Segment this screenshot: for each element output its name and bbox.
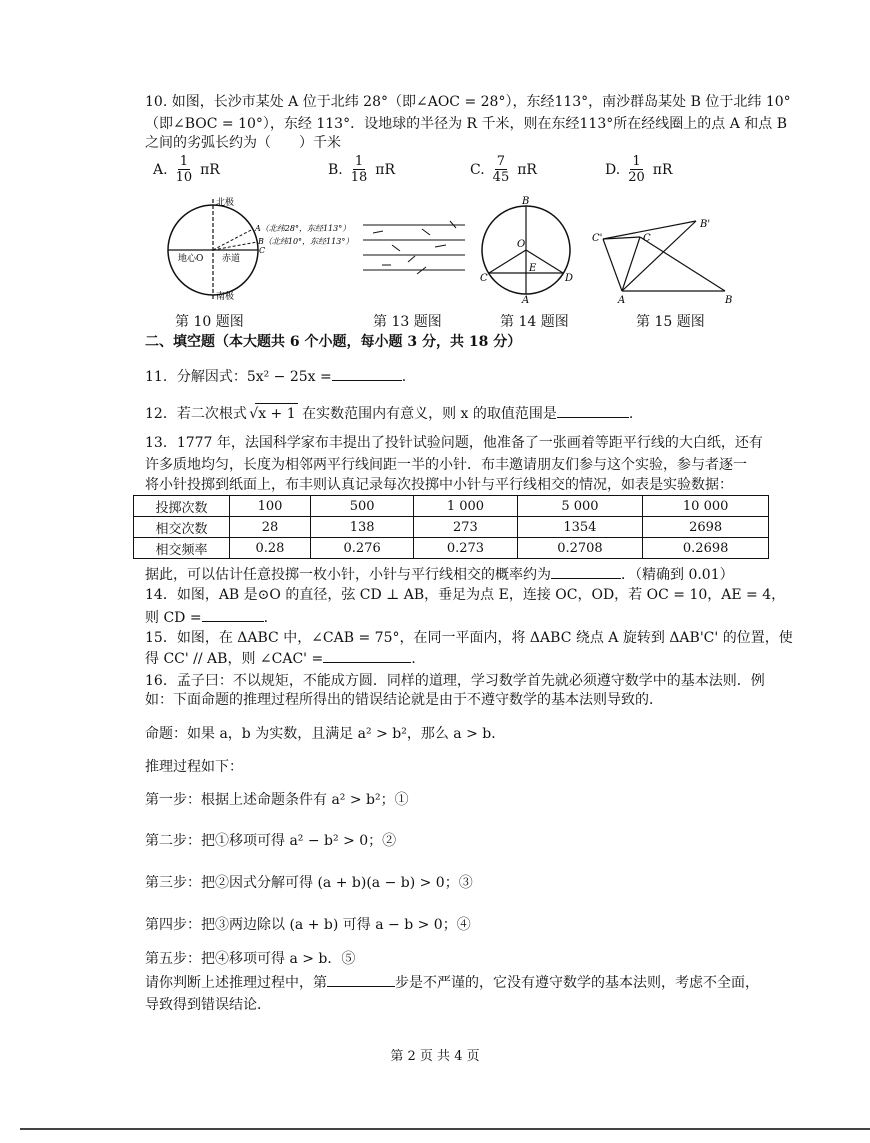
- q13-after: 据此，可以估计任意投掷一枚小针，小针与平行线相交的概率约为 ．（精确到 0.01）: [145, 564, 734, 585]
- q14-line2: 则 CD = .: [145, 607, 268, 628]
- q10-option-a: A. $\frac{1}{10}$ πR: [153, 154, 220, 185]
- q11: 11．分解因式：5x² − 25x = .: [145, 366, 406, 387]
- fig14-label-a: A: [522, 295, 530, 306]
- q16-ask: 请你判断上述推理过程中，第 步是不严谨的，它没有遵守数学的基本法则，考虑不全面，: [145, 972, 759, 993]
- globe-point-a-label: A（北纬28°，东经113°）: [255, 224, 351, 233]
- q15-line2: 得 CC' // AB，则 ∠CAC' = .: [145, 648, 416, 669]
- q10-line3: 之间的劣弧长约为（ ）千米: [145, 135, 341, 151]
- fig14-label-o: O: [517, 239, 526, 250]
- q10-option-b: B. $\frac{1}{18}$ πR: [328, 154, 396, 185]
- globe-point-b-label: B（北纬10°，东经113°）: [258, 237, 354, 246]
- globe-point-c-label: C: [259, 246, 266, 255]
- q16-step-2: 第二步：把①移项可得 a² − b² > 0；②: [145, 833, 397, 849]
- q16-proposition: 命题：如果 a，b 为实数，且满足 a² > b²，那么 a > b．: [145, 726, 506, 742]
- q13-line2: 许多质地均匀，长度为相邻两平行线间距一半的小针．布丰邀请朋友们参与这个实验，参与者逐一: [145, 457, 747, 473]
- caption-fig10: 第 10 题图: [175, 314, 244, 330]
- fig14-label-c: C: [480, 273, 488, 284]
- q16-process: 推理过程如下：: [145, 759, 243, 775]
- q16-line1: 16．孟子曰：不以规矩，不能成方圆．同样的道理，学习数学首先就必须遵守数学中的基本法则．例: [145, 673, 765, 689]
- q13-line1: 13．1777 年，法国科学家布丰提出了投针试验问题，他准备了一张画着等距平行线的大白纸，还有: [145, 435, 763, 451]
- q13-data-table: [133, 495, 769, 559]
- page-footer: 第 2 页 共 4 页: [390, 1049, 480, 1064]
- q15-line1: 15．如图，在 ΔABC 中，∠CAB = 75°，在同一平面内，将 ΔABC 绕点 A 旋转到 ΔAB'C' 的位置，使: [145, 630, 793, 646]
- caption-fig14: 第 14 题图: [500, 314, 569, 330]
- fig14-label-d: D: [565, 273, 574, 284]
- q10-line2: （即∠BOC = 10°），东经 113°．设地球的半径为 R 千米，则在东经113°所在经线圈上的点 A 和点 B: [145, 116, 787, 132]
- fig14-label-b: B: [522, 196, 530, 207]
- q16-ask-line2: 导致得到错误结论．: [145, 997, 271, 1013]
- q16-step-4: 第四步：把③两边除以 (a + b) 可得 a − b > 0；④: [145, 917, 471, 933]
- table-row: 相交频率 0.28 0.276 0.273 0.2708 0.2698: [134, 538, 769, 559]
- q16-step-5: 第五步：把④移项可得 a > b．⑤: [145, 951, 356, 967]
- section-2-heading: 二、填空题（本大题共 6 个小题，每小题 3 分，共 18 分）: [145, 334, 522, 350]
- figures-row: [160, 195, 800, 310]
- fig15-label-c: C: [643, 233, 651, 244]
- globe-equator-label: 赤道: [222, 254, 241, 264]
- q16-step-1: 第一步：根据上述命题条件有 a² > b²；①: [145, 792, 409, 808]
- globe-south-label: 南极: [216, 292, 235, 302]
- q10-option-d: D. $\frac{1}{20}$ πR: [605, 154, 673, 185]
- globe-north-label: 北极: [216, 198, 235, 208]
- figure-15-triangles: [592, 219, 732, 306]
- figure-10-globe: [168, 196, 353, 302]
- table-row: 投掷次数 100 500 1 000 5 000 10 000: [134, 496, 769, 517]
- table-row: 相交次数 28 138 273 1354 2698: [134, 517, 769, 538]
- fig15-label-b: B: [725, 295, 733, 306]
- q10-line1: 10. 如图，长沙市某处 A 位于北纬 28°（即∠AOC = 28°），东经113°，南沙群岛某处 B 位于北纬 10°: [145, 94, 791, 110]
- fig15-label-bprime: B': [700, 219, 711, 230]
- caption-fig15: 第 15 题图: [636, 314, 705, 330]
- fig15-label-a: A: [618, 295, 626, 306]
- q16-line2: 如：下面命题的推理过程所得出的错误结论就是由于不遵守数学的基本法则导致的．: [145, 692, 663, 708]
- caption-fig13: 第 13 题图: [373, 314, 442, 330]
- fig14-label-e: E: [529, 263, 537, 274]
- scan-edge-line: [20, 1128, 870, 1130]
- q13-line3: 将小针投掷到纸面上，布丰则认真记录每次投掷中小针与平行线相交的情况，如表是实验数据：: [145, 477, 733, 493]
- fig15-label-cprime: C': [592, 233, 603, 244]
- figure-14-circle: [480, 196, 573, 306]
- q16-step-3: 第三步：把②因式分解可得 (a + b)(a − b) > 0；③: [145, 875, 473, 891]
- globe-center-label: 地心O: [178, 254, 204, 264]
- q10-option-c: C. $\frac{7}{45}$ πR: [470, 154, 537, 185]
- figure-13-needles: [363, 221, 465, 274]
- q14-line1: 14．如图，AB 是⊙O 的直径，弦 CD ⊥ AB，垂足为点 E，连接 OC，OD，若 OC = 10，AE = 4，: [145, 587, 786, 603]
- q12: 12．若二次根式 √x + 1 在实数范围内有意义，则 x 的取值范围是 .: [145, 403, 633, 424]
